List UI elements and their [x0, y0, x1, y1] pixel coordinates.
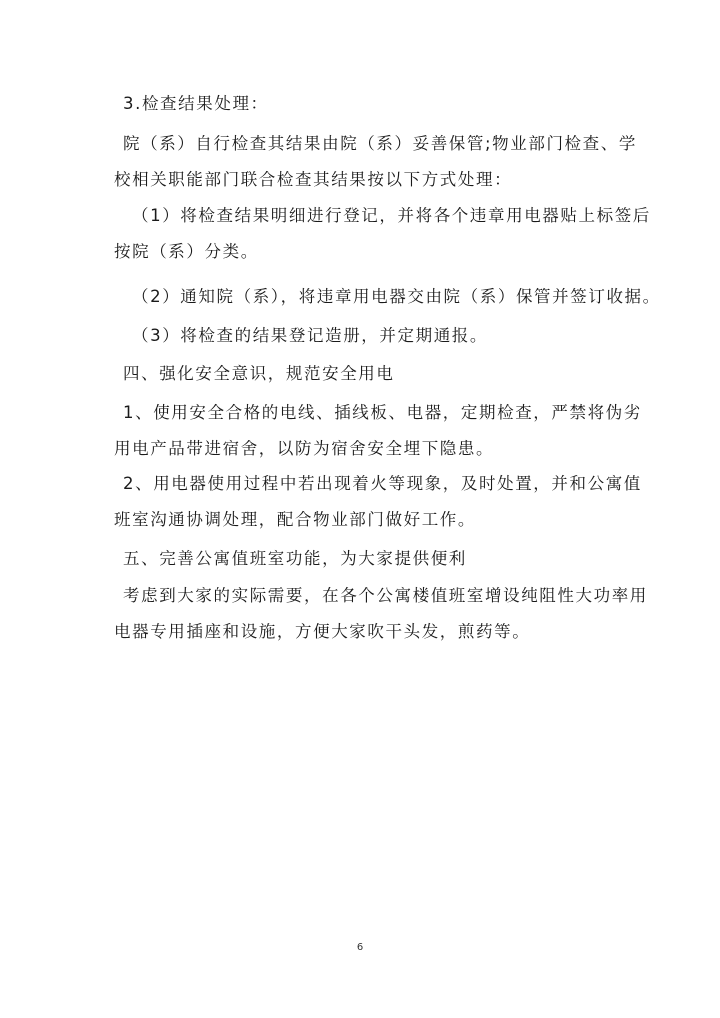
text-line: 电器专用插座和设施，方便大家吹干头发，煎药等。: [114, 622, 531, 641]
text-line: 用电产品带进宿舍，以防为宿舍安全埋下隐患。: [114, 439, 495, 458]
paragraph-custody: [114, 126, 637, 198]
paragraph-check-result-heading: [114, 86, 614, 122]
text-line: （2）通知院（系），将违章用电器交由院（系）保管并签订收据。: [132, 287, 661, 306]
text-line: 院（系）自行检查其结果由院（系）妥善保管;物业部门检查、学: [123, 134, 637, 153]
paragraph-service: [114, 578, 648, 650]
paragraph-item-1: [114, 395, 642, 467]
section-heading-4: [114, 356, 614, 392]
text-line: 四、强化安全意识，规范安全用电: [123, 364, 395, 383]
text-line: 考虑到大家的实际需要，在各个公寓楼值班室增设纯阻性大功率用: [123, 586, 648, 605]
text-line: 3.检查结果处理：: [123, 94, 269, 113]
text-line: 1、使用安全合格的电线、插线板、电器，定期检查，严禁将伪劣: [123, 403, 642, 422]
text-line: 2、用电器使用过程中若出现着火等现象，及时处置，并和公寓值: [123, 474, 642, 493]
paragraph-step-1: [114, 198, 651, 270]
text-line: 校相关职能部门联合检查其结果按以下方式处理：: [114, 170, 513, 189]
paragraph-item-2: [114, 466, 642, 538]
section-heading-5: [114, 541, 614, 577]
paragraph-step-2: [114, 279, 661, 315]
page-number: 6: [356, 942, 364, 953]
text-line: （1）将检查结果明细进行登记，并将各个违章用电器贴上标签后: [132, 206, 651, 225]
text-line: 按院（系）分类。: [114, 242, 259, 261]
paragraph-step-3: [114, 318, 614, 354]
text-line: （3）将检查的结果登记造册，并定期通报。: [132, 326, 488, 345]
text-line: 五、完善公寓值班室功能，为大家提供便利: [123, 549, 467, 568]
text-line: 班室沟通协调处理，配合物业部门做好工作。: [114, 510, 476, 529]
